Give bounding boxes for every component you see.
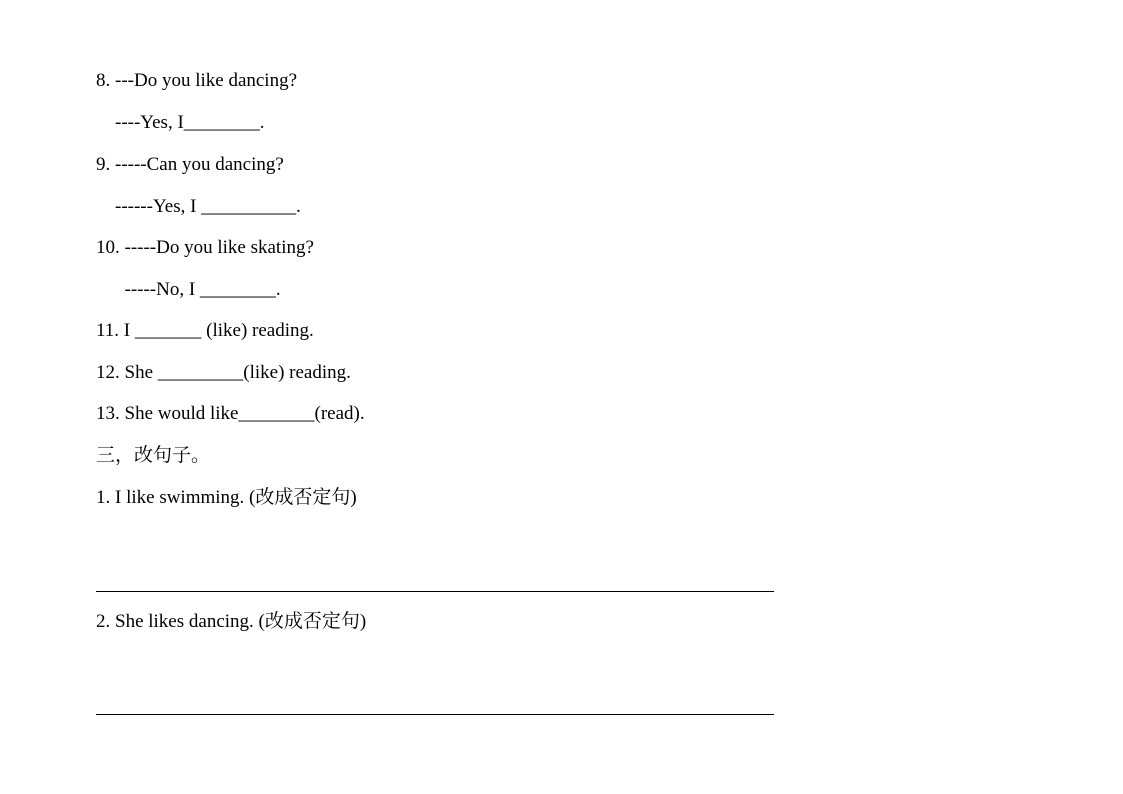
section-3-heading: 三，改句子。 <box>96 445 211 466</box>
question-13: 13. She would like________(read). <box>96 403 365 424</box>
question-8-answer: ----Yes, I________. <box>96 112 265 133</box>
answer-line-1 <box>96 591 774 592</box>
question-8: 8. ---Do you like dancing? <box>96 70 298 91</box>
sentence-2: 2. She likes dancing. (改成否定句) <box>96 611 367 632</box>
question-12: 12. She _________(like) reading. <box>96 362 351 383</box>
question-10: 10. -----Do you like skating? <box>96 237 314 258</box>
question-10-answer: -----No, I ________. <box>96 279 281 300</box>
question-9: 9. -----Can you dancing? <box>96 154 284 175</box>
sentence-1: 1. I like swimming. (改成否定句) <box>96 487 357 508</box>
answer-line-2 <box>96 714 774 715</box>
question-9-answer: ------Yes, I __________. <box>96 196 301 217</box>
question-11: 11. I _______ (like) reading. <box>96 320 314 341</box>
